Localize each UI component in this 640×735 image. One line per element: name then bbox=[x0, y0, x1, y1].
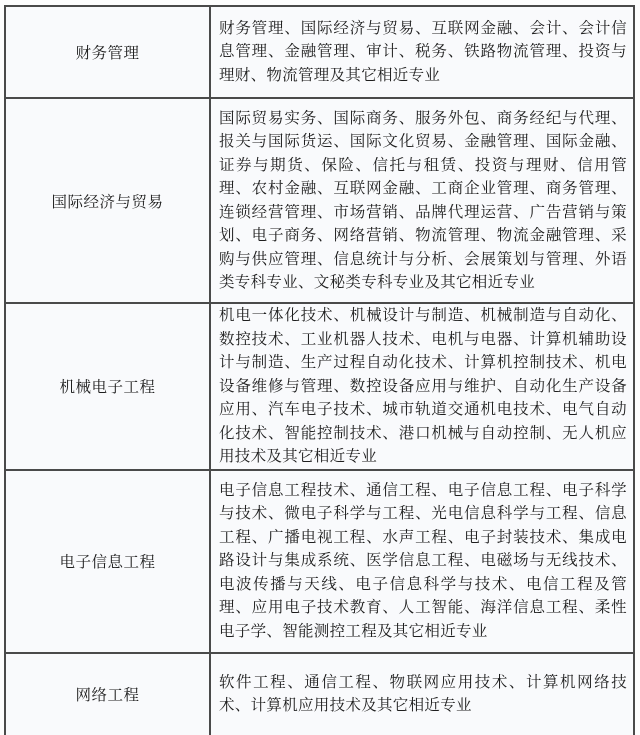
category-cell: 网络工程 bbox=[5, 653, 210, 735]
table-row bbox=[5, 470, 634, 653]
category-cell: 国际经济与贸易 bbox=[5, 98, 210, 303]
table-row bbox=[5, 98, 634, 303]
majors-cell: 电子信息工程技术、通信工程、电子信息工程、电子科学与技术、微电子科学与工程、光电信息科学与工程、信息工程、广播电视工程、水声工程、电子封装技术、集成电路设计与集成系统、医学信息工程、电磁场与无线技术、电波传播与天线、电子信息科学与技术、电信工程及管理、应用电子技术教育、人工智能、海洋信息工程、柔性电子学、智能测控工程及其它相近专业 bbox=[210, 470, 634, 653]
majors-table bbox=[4, 5, 635, 735]
category-cell: 财务管理 bbox=[5, 6, 210, 98]
table-row bbox=[5, 6, 634, 98]
table-row bbox=[5, 653, 634, 735]
majors-cell: 软件工程、通信工程、物联网应用技术、计算机网络技术、计算机应用技术及其它相近专业 bbox=[210, 653, 634, 735]
category-cell: 电子信息工程 bbox=[5, 470, 210, 653]
table-row bbox=[5, 303, 634, 470]
majors-cell: 财务管理、国际经济与贸易、互联网金融、会计、会计信息管理、金融管理、审计、税务、铁路物流管理、投资与理财、物流管理及其它相近专业 bbox=[210, 6, 634, 98]
majors-cell: 机电一体化技术、机械设计与制造、机械制造与自动化、数控技术、工业机器人技术、电机与电器、计算机辅助设计与制造、生产过程自动化技术、计算机控制技术、机电设备维修与管理、数控设备应用与维护、自动化生产设备应用、汽车电子技术、城市轨道交通机电技术、电气自动化技术、智能控制技术、港口机械与自动控制、无人机应用技术及其它相近专业 bbox=[210, 303, 634, 470]
category-cell: 机械电子工程 bbox=[5, 303, 210, 470]
majors-cell: 国际贸易实务、国际商务、服务外包、商务经纪与代理、报关与国际货运、国际文化贸易、金融管理、国际金融、证券与期货、保险、信托与租赁、投资与理财、信用管理、农村金融、互联网金融、工商企业管理、商务管理、连锁经营管理、市场营销、品牌代理运营、广告营销与策划、电子商务、网络营销、物流管理、物流金融管理、采购与供应管理、信息统计与分析、会展策划与管理、外语类专科专业、文秘类专科专业及其它相近专业 bbox=[210, 98, 634, 303]
